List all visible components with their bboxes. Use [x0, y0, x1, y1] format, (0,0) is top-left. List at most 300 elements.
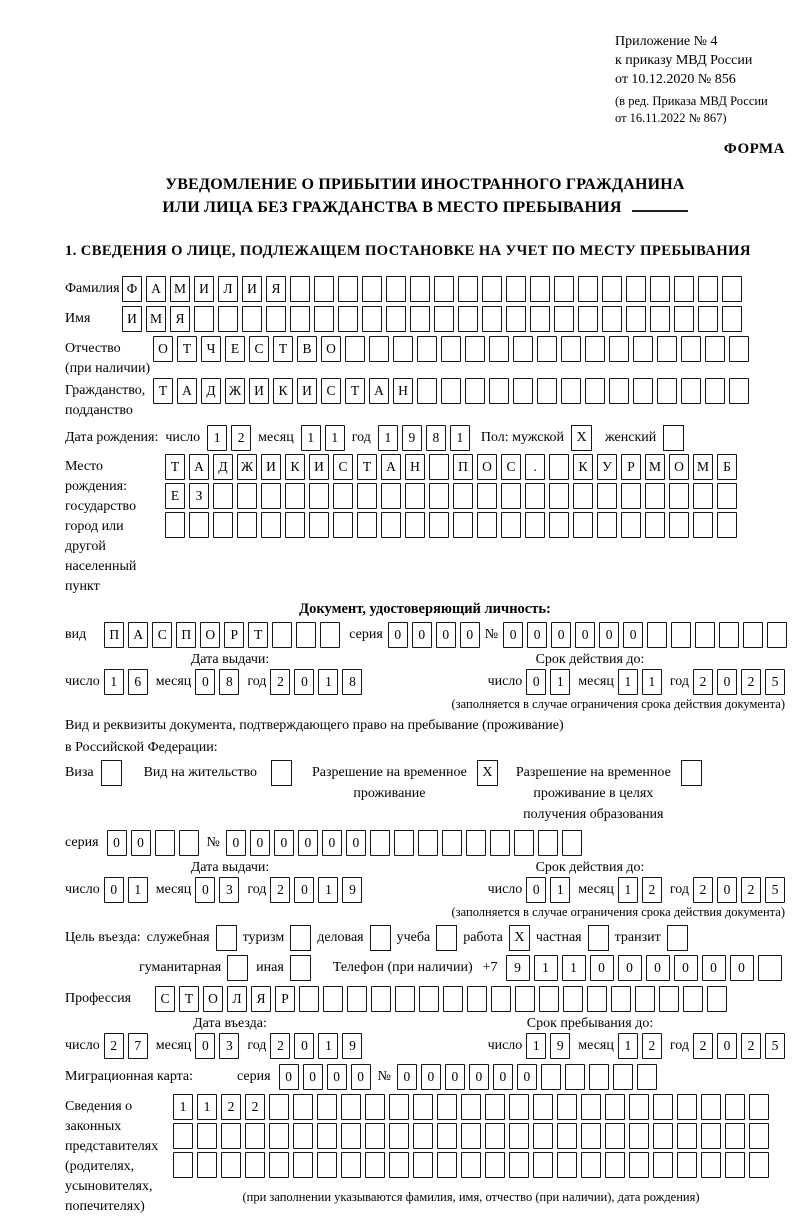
- char-box[interactable]: 5: [765, 1033, 785, 1059]
- char-box[interactable]: Д: [201, 378, 221, 404]
- char-box[interactable]: [269, 1123, 289, 1149]
- char-box[interactable]: 1: [618, 877, 638, 903]
- char-box[interactable]: [602, 276, 622, 302]
- char-box[interactable]: Ж: [237, 454, 257, 480]
- char-box[interactable]: [309, 512, 329, 538]
- char-box[interactable]: [767, 622, 787, 648]
- char-box[interactable]: П: [453, 454, 473, 480]
- char-box[interactable]: [290, 306, 310, 332]
- char-box[interactable]: [717, 512, 737, 538]
- char-box[interactable]: И: [242, 276, 262, 302]
- char-box[interactable]: [417, 378, 437, 404]
- char-box[interactable]: 2: [693, 669, 713, 695]
- char-box[interactable]: 1: [318, 1033, 338, 1059]
- char-box[interactable]: [653, 1123, 673, 1149]
- char-box[interactable]: К: [285, 454, 305, 480]
- purpose-tourism-checkbox[interactable]: [290, 925, 311, 951]
- char-box[interactable]: 1: [318, 877, 338, 903]
- char-box[interactable]: [389, 1094, 409, 1120]
- char-box[interactable]: [466, 830, 486, 856]
- char-box[interactable]: А: [146, 276, 166, 302]
- char-box[interactable]: [669, 483, 689, 509]
- char-box[interactable]: [365, 1094, 385, 1120]
- char-box[interactable]: [597, 483, 617, 509]
- char-box[interactable]: [381, 483, 401, 509]
- char-box[interactable]: [314, 306, 334, 332]
- char-box[interactable]: [317, 1152, 337, 1178]
- char-box[interactable]: [386, 306, 406, 332]
- char-box[interactable]: [453, 483, 473, 509]
- char-box[interactable]: [650, 306, 670, 332]
- purpose-transit-checkbox[interactable]: [667, 925, 688, 951]
- char-box[interactable]: [173, 1123, 193, 1149]
- char-box[interactable]: Р: [275, 986, 295, 1012]
- char-box[interactable]: [578, 276, 598, 302]
- char-box[interactable]: 0: [526, 877, 546, 903]
- char-box[interactable]: [537, 378, 557, 404]
- char-box[interactable]: [442, 830, 462, 856]
- char-box[interactable]: О: [669, 454, 689, 480]
- char-box[interactable]: [725, 1152, 745, 1178]
- char-box[interactable]: [677, 1152, 697, 1178]
- char-box[interactable]: К: [273, 378, 293, 404]
- char-box[interactable]: [681, 378, 701, 404]
- char-box[interactable]: [347, 986, 367, 1012]
- char-box[interactable]: 0: [279, 1064, 299, 1090]
- char-box[interactable]: [573, 483, 593, 509]
- char-box[interactable]: 0: [599, 622, 619, 648]
- char-box[interactable]: 7: [128, 1033, 148, 1059]
- char-box[interactable]: [557, 1094, 577, 1120]
- char-box[interactable]: 0: [590, 955, 614, 981]
- char-box[interactable]: [389, 1123, 409, 1149]
- char-box[interactable]: [681, 336, 701, 362]
- char-box[interactable]: 3: [219, 877, 239, 903]
- char-box[interactable]: [237, 483, 257, 509]
- char-box[interactable]: [677, 1094, 697, 1120]
- char-box[interactable]: М: [645, 454, 665, 480]
- char-box[interactable]: М: [170, 276, 190, 302]
- char-box[interactable]: А: [189, 454, 209, 480]
- char-box[interactable]: [749, 1152, 769, 1178]
- char-box[interactable]: 0: [469, 1064, 489, 1090]
- char-box[interactable]: [443, 986, 463, 1012]
- char-box[interactable]: [509, 1094, 529, 1120]
- char-box[interactable]: [538, 830, 558, 856]
- char-box[interactable]: П: [176, 622, 196, 648]
- char-box[interactable]: [647, 622, 667, 648]
- char-box[interactable]: [698, 306, 718, 332]
- char-box[interactable]: Е: [165, 483, 185, 509]
- char-box[interactable]: 1: [301, 425, 321, 451]
- char-box[interactable]: [489, 378, 509, 404]
- char-box[interactable]: [609, 336, 629, 362]
- char-box[interactable]: [613, 1064, 633, 1090]
- char-box[interactable]: [245, 1152, 265, 1178]
- char-box[interactable]: 0: [493, 1064, 513, 1090]
- purpose-study-checkbox[interactable]: [436, 925, 457, 951]
- char-box[interactable]: [189, 512, 209, 538]
- char-box[interactable]: О: [200, 622, 220, 648]
- char-box[interactable]: [674, 306, 694, 332]
- char-box[interactable]: [525, 512, 545, 538]
- char-box[interactable]: Р: [224, 622, 244, 648]
- char-box[interactable]: 0: [526, 669, 546, 695]
- char-box[interactable]: 0: [294, 669, 314, 695]
- char-box[interactable]: [597, 512, 617, 538]
- char-box[interactable]: [541, 1064, 561, 1090]
- char-box[interactable]: [533, 1152, 553, 1178]
- char-box[interactable]: Л: [227, 986, 247, 1012]
- char-box[interactable]: [729, 378, 749, 404]
- char-box[interactable]: .: [525, 454, 545, 480]
- char-box[interactable]: 0: [551, 622, 571, 648]
- char-box[interactable]: [653, 1094, 673, 1120]
- char-box[interactable]: [659, 986, 679, 1012]
- char-box[interactable]: 2: [270, 669, 290, 695]
- char-box[interactable]: Н: [405, 454, 425, 480]
- char-box[interactable]: 0: [517, 1064, 537, 1090]
- char-box[interactable]: 1: [318, 669, 338, 695]
- char-box[interactable]: [381, 512, 401, 538]
- char-box[interactable]: 0: [327, 1064, 347, 1090]
- char-box[interactable]: [533, 1094, 553, 1120]
- char-box[interactable]: [705, 336, 725, 362]
- char-box[interactable]: 0: [294, 1033, 314, 1059]
- char-box[interactable]: 3: [219, 1033, 239, 1059]
- char-box[interactable]: [581, 1123, 601, 1149]
- char-box[interactable]: 1: [618, 1033, 638, 1059]
- purpose-private-checkbox[interactable]: [588, 925, 609, 951]
- char-box[interactable]: [345, 336, 365, 362]
- char-box[interactable]: [729, 336, 749, 362]
- char-box[interactable]: Ф: [122, 276, 142, 302]
- char-box[interactable]: [490, 830, 510, 856]
- char-box[interactable]: 0: [503, 622, 523, 648]
- char-box[interactable]: Т: [179, 986, 199, 1012]
- char-box[interactable]: М: [693, 454, 713, 480]
- char-box[interactable]: [657, 378, 677, 404]
- char-box[interactable]: [633, 336, 653, 362]
- char-box[interactable]: [269, 1152, 289, 1178]
- char-box[interactable]: [554, 276, 574, 302]
- char-box[interactable]: [413, 1094, 433, 1120]
- char-box[interactable]: 8: [426, 425, 446, 451]
- char-box[interactable]: [482, 306, 502, 332]
- char-box[interactable]: 0: [298, 830, 318, 856]
- char-box[interactable]: А: [369, 378, 389, 404]
- char-box[interactable]: [657, 336, 677, 362]
- char-box[interactable]: [565, 1064, 585, 1090]
- char-box[interactable]: [506, 276, 526, 302]
- char-box[interactable]: [530, 306, 550, 332]
- char-box[interactable]: [501, 512, 521, 538]
- char-box[interactable]: [242, 306, 262, 332]
- char-box[interactable]: [605, 1123, 625, 1149]
- char-box[interactable]: Т: [153, 378, 173, 404]
- char-box[interactable]: 1: [173, 1094, 193, 1120]
- char-box[interactable]: [561, 378, 581, 404]
- char-box[interactable]: [650, 276, 670, 302]
- char-box[interactable]: 0: [702, 955, 726, 981]
- char-box[interactable]: 0: [445, 1064, 465, 1090]
- char-box[interactable]: [530, 276, 550, 302]
- char-box[interactable]: [461, 1123, 481, 1149]
- char-box[interactable]: [293, 1094, 313, 1120]
- char-box[interactable]: Т: [177, 336, 197, 362]
- char-box[interactable]: Т: [357, 454, 377, 480]
- char-box[interactable]: У: [597, 454, 617, 480]
- char-box[interactable]: [485, 1094, 505, 1120]
- char-box[interactable]: 0: [717, 1033, 737, 1059]
- char-box[interactable]: [701, 1094, 721, 1120]
- char-box[interactable]: [323, 986, 343, 1012]
- char-box[interactable]: А: [128, 622, 148, 648]
- char-box[interactable]: [221, 1152, 241, 1178]
- char-box[interactable]: 0: [717, 877, 737, 903]
- char-box[interactable]: Т: [345, 378, 365, 404]
- char-box[interactable]: Я: [251, 986, 271, 1012]
- char-box[interactable]: О: [153, 336, 173, 362]
- char-box[interactable]: 0: [195, 877, 215, 903]
- char-box[interactable]: [410, 306, 430, 332]
- char-box[interactable]: 5: [765, 877, 785, 903]
- char-box[interactable]: Т: [273, 336, 293, 362]
- char-box[interactable]: [605, 1152, 625, 1178]
- char-box[interactable]: [221, 1123, 241, 1149]
- char-box[interactable]: 2: [741, 1033, 761, 1059]
- char-box[interactable]: [626, 276, 646, 302]
- char-box[interactable]: 0: [436, 622, 456, 648]
- char-box[interactable]: 0: [717, 669, 737, 695]
- char-box[interactable]: [333, 512, 353, 538]
- char-box[interactable]: [549, 454, 569, 480]
- char-box[interactable]: [269, 1094, 289, 1120]
- char-box[interactable]: [674, 276, 694, 302]
- char-box[interactable]: [671, 622, 691, 648]
- char-box[interactable]: 1: [197, 1094, 217, 1120]
- purpose-official-checkbox[interactable]: [216, 925, 237, 951]
- char-box[interactable]: 2: [642, 1033, 662, 1059]
- char-box[interactable]: [573, 512, 593, 538]
- char-box[interactable]: [525, 483, 545, 509]
- purpose-business-checkbox[interactable]: [370, 925, 391, 951]
- char-box[interactable]: 9: [550, 1033, 570, 1059]
- char-box[interactable]: [693, 512, 713, 538]
- char-box[interactable]: С: [155, 986, 175, 1012]
- char-box[interactable]: Н: [393, 378, 413, 404]
- char-box[interactable]: 1: [378, 425, 398, 451]
- char-box[interactable]: [394, 830, 414, 856]
- char-box[interactable]: [719, 622, 739, 648]
- char-box[interactable]: 0: [195, 1033, 215, 1059]
- char-box[interactable]: [653, 1152, 673, 1178]
- char-box[interactable]: [293, 1123, 313, 1149]
- char-box[interactable]: [585, 378, 605, 404]
- char-box[interactable]: 2: [270, 1033, 290, 1059]
- char-box[interactable]: [477, 483, 497, 509]
- char-box[interactable]: [563, 986, 583, 1012]
- char-box[interactable]: [441, 378, 461, 404]
- char-box[interactable]: [333, 483, 353, 509]
- char-box[interactable]: И: [261, 454, 281, 480]
- char-box[interactable]: В: [297, 336, 317, 362]
- char-box[interactable]: 0: [250, 830, 270, 856]
- char-box[interactable]: [365, 1123, 385, 1149]
- char-box[interactable]: 9: [342, 1033, 362, 1059]
- char-box[interactable]: Е: [225, 336, 245, 362]
- char-box[interactable]: [707, 986, 727, 1012]
- char-box[interactable]: [635, 986, 655, 1012]
- char-box[interactable]: [554, 306, 574, 332]
- char-box[interactable]: [317, 1123, 337, 1149]
- char-box[interactable]: 8: [342, 669, 362, 695]
- char-box[interactable]: 1: [128, 877, 148, 903]
- char-box[interactable]: [515, 986, 535, 1012]
- char-box[interactable]: [626, 306, 646, 332]
- char-box[interactable]: [437, 1094, 457, 1120]
- char-box[interactable]: 0: [646, 955, 670, 981]
- char-box[interactable]: [362, 306, 382, 332]
- char-box[interactable]: П: [104, 622, 124, 648]
- char-box[interactable]: [645, 483, 665, 509]
- char-box[interactable]: [513, 378, 533, 404]
- char-box[interactable]: 1: [104, 669, 124, 695]
- char-box[interactable]: Ж: [225, 378, 245, 404]
- char-box[interactable]: И: [122, 306, 142, 332]
- char-box[interactable]: 5: [765, 669, 785, 695]
- char-box[interactable]: 1: [450, 425, 470, 451]
- char-box[interactable]: [589, 1064, 609, 1090]
- char-box[interactable]: [549, 483, 569, 509]
- char-box[interactable]: Б: [717, 454, 737, 480]
- char-box[interactable]: [357, 483, 377, 509]
- char-box[interactable]: [557, 1123, 577, 1149]
- char-box[interactable]: [429, 483, 449, 509]
- char-box[interactable]: О: [203, 986, 223, 1012]
- char-box[interactable]: 0: [412, 622, 432, 648]
- char-box[interactable]: 2: [741, 669, 761, 695]
- char-box[interactable]: 0: [527, 622, 547, 648]
- purpose-other-checkbox[interactable]: [290, 955, 311, 981]
- char-box[interactable]: [434, 306, 454, 332]
- char-box[interactable]: [453, 512, 473, 538]
- char-box[interactable]: 0: [104, 877, 124, 903]
- char-box[interactable]: 8: [219, 669, 239, 695]
- char-box[interactable]: 9: [402, 425, 422, 451]
- char-box[interactable]: [245, 1123, 265, 1149]
- char-box[interactable]: С: [249, 336, 269, 362]
- char-box[interactable]: 0: [575, 622, 595, 648]
- char-box[interactable]: И: [297, 378, 317, 404]
- char-box[interactable]: 9: [506, 955, 530, 981]
- char-box[interactable]: Ч: [201, 336, 221, 362]
- char-box[interactable]: [581, 1094, 601, 1120]
- char-box[interactable]: [197, 1152, 217, 1178]
- char-box[interactable]: [179, 830, 199, 856]
- char-box[interactable]: 1: [207, 425, 227, 451]
- char-box[interactable]: [637, 1064, 657, 1090]
- char-box[interactable]: [725, 1094, 745, 1120]
- char-box[interactable]: Т: [248, 622, 268, 648]
- char-box[interactable]: 0: [294, 877, 314, 903]
- residence-permit-checkbox[interactable]: [271, 760, 292, 786]
- char-box[interactable]: [410, 276, 430, 302]
- char-box[interactable]: [695, 622, 715, 648]
- char-box[interactable]: С: [501, 454, 521, 480]
- char-box[interactable]: С: [321, 378, 341, 404]
- temp-residence-education-checkbox[interactable]: [681, 760, 702, 786]
- char-box[interactable]: И: [309, 454, 329, 480]
- char-box[interactable]: [261, 512, 281, 538]
- char-box[interactable]: 1: [550, 877, 570, 903]
- char-box[interactable]: 2: [693, 1033, 713, 1059]
- char-box[interactable]: [461, 1152, 481, 1178]
- char-box[interactable]: [467, 986, 487, 1012]
- char-box[interactable]: [609, 378, 629, 404]
- char-box[interactable]: [633, 378, 653, 404]
- char-box[interactable]: [272, 622, 292, 648]
- char-box[interactable]: 2: [741, 877, 761, 903]
- char-box[interactable]: [705, 378, 725, 404]
- char-box[interactable]: [317, 1094, 337, 1120]
- char-box[interactable]: [371, 986, 391, 1012]
- char-box[interactable]: [155, 830, 175, 856]
- char-box[interactable]: [413, 1152, 433, 1178]
- char-box[interactable]: 2: [270, 877, 290, 903]
- char-box[interactable]: [669, 512, 689, 538]
- char-box[interactable]: [758, 955, 782, 981]
- char-box[interactable]: [261, 483, 281, 509]
- char-box[interactable]: [557, 1152, 577, 1178]
- char-box[interactable]: [645, 512, 665, 538]
- char-box[interactable]: 0: [351, 1064, 371, 1090]
- visa-checkbox[interactable]: [101, 760, 122, 786]
- char-box[interactable]: [629, 1123, 649, 1149]
- char-box[interactable]: [629, 1094, 649, 1120]
- char-box[interactable]: [213, 512, 233, 538]
- char-box[interactable]: [621, 483, 641, 509]
- char-box[interactable]: [290, 276, 310, 302]
- char-box[interactable]: 1: [642, 669, 662, 695]
- char-box[interactable]: [320, 622, 340, 648]
- char-box[interactable]: [173, 1152, 193, 1178]
- char-box[interactable]: [405, 512, 425, 538]
- char-box[interactable]: [489, 336, 509, 362]
- char-box[interactable]: [362, 276, 382, 302]
- char-box[interactable]: [693, 483, 713, 509]
- char-box[interactable]: [369, 336, 389, 362]
- char-box[interactable]: [293, 1152, 313, 1178]
- char-box[interactable]: С: [152, 622, 172, 648]
- char-box[interactable]: [213, 483, 233, 509]
- char-box[interactable]: [386, 276, 406, 302]
- char-box[interactable]: 0: [303, 1064, 323, 1090]
- char-box[interactable]: [434, 276, 454, 302]
- char-box[interactable]: [506, 306, 526, 332]
- char-box[interactable]: [429, 454, 449, 480]
- char-box[interactable]: [417, 336, 437, 362]
- char-box[interactable]: [749, 1123, 769, 1149]
- char-box[interactable]: [561, 336, 581, 362]
- char-box[interactable]: [309, 483, 329, 509]
- char-box[interactable]: [458, 306, 478, 332]
- char-box[interactable]: [717, 483, 737, 509]
- char-box[interactable]: Л: [218, 276, 238, 302]
- char-box[interactable]: [285, 483, 305, 509]
- char-box[interactable]: 0: [397, 1064, 417, 1090]
- char-box[interactable]: Т: [165, 454, 185, 480]
